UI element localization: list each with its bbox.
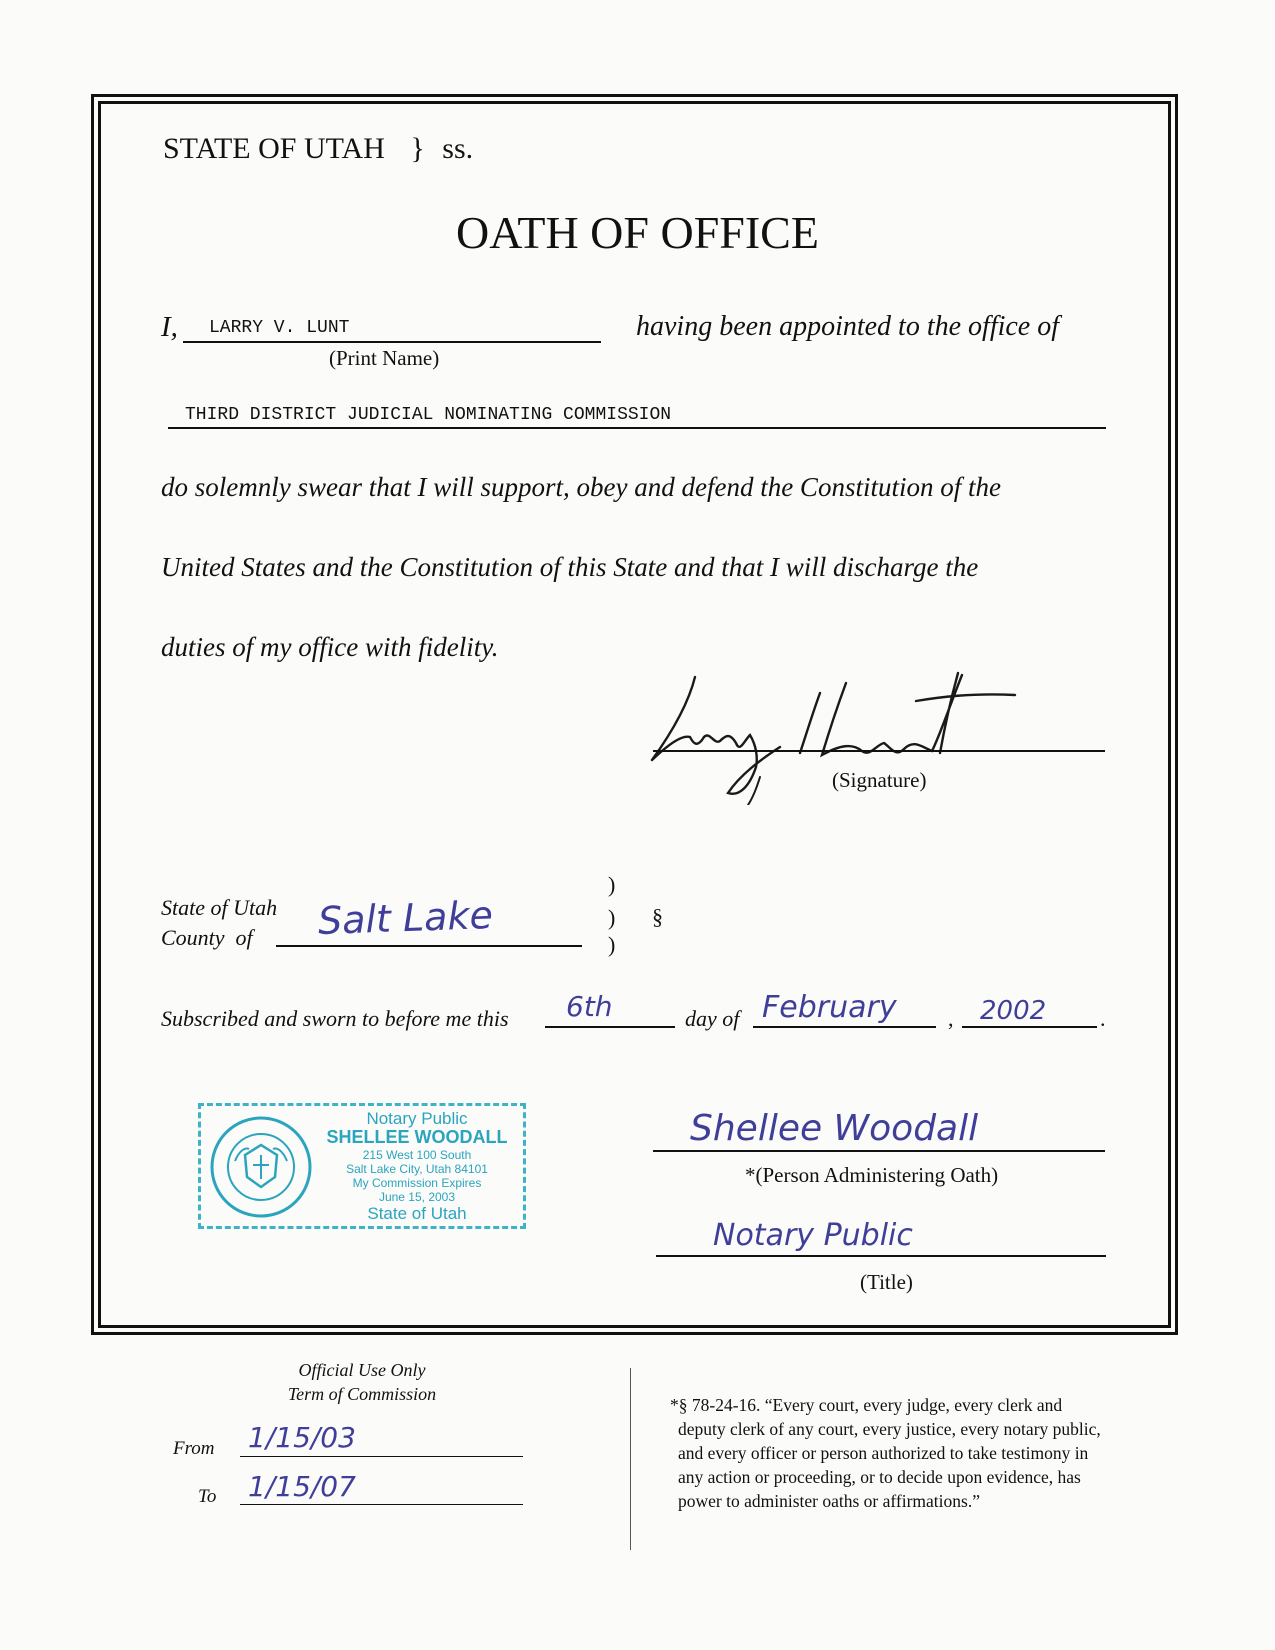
administering-signature-value: Shellee Woodall — [690, 1108, 979, 1149]
oath-line-1: do solemnly swear that I will support, obey and defend the Constitution of the — [161, 472, 1001, 502]
from-label: From — [173, 1438, 215, 1459]
administering-line — [653, 1150, 1105, 1152]
statute-line-3: and every officer or person authorized to take testimony in — [678, 1443, 1089, 1463]
sworn-day-line — [545, 1026, 675, 1028]
oath-line-3: duties of my office with fidelity. — [161, 632, 499, 662]
signature-label: (Signature) — [832, 768, 927, 792]
document-title: OATH OF OFFICE — [456, 207, 819, 258]
sworn-prefix: Subscribed and sworn to before me this — [161, 1006, 509, 1031]
sworn-year-value: 2002 — [980, 996, 1047, 1026]
venue-paren-2: ) — [608, 905, 616, 930]
signature-line — [653, 750, 1105, 752]
venue-county-label: County of — [161, 925, 253, 950]
sworn-comma: , — [948, 1006, 954, 1031]
statute-line-1: *§ 78-24-16. “Every court, every judge, every clerk and — [670, 1395, 1063, 1415]
sworn-day-value: 6th — [566, 990, 613, 1023]
sworn-month-line — [753, 1026, 936, 1028]
stamp-title: Notary Public — [366, 1109, 468, 1128]
title-line — [656, 1255, 1106, 1257]
sworn-year-line — [962, 1026, 1097, 1028]
heading-ss: ss. — [442, 132, 474, 165]
title-label: (Title) — [860, 1270, 913, 1294]
utah-seal-icon — [209, 1115, 313, 1219]
statute-text — [670, 1393, 1101, 1513]
venue-paren-1: ) — [608, 872, 616, 897]
to-value: 1/15/07 — [248, 1470, 356, 1503]
oath-line-2: United States and the Constitution of this State and that I will discharge the — [161, 552, 979, 582]
sworn-period: . — [1100, 1006, 1106, 1031]
sworn-month-value: February — [762, 990, 897, 1025]
stamp-name: SHELLEE WOODALL — [326, 1127, 508, 1147]
statute-line-5: power to administer oaths or affirmations.” — [678, 1491, 980, 1511]
county-value: Salt Lake — [317, 892, 494, 944]
print-name-label: (Print Name) — [329, 346, 440, 370]
footer-divider — [630, 1368, 631, 1550]
venue-section-symbol: § — [652, 904, 663, 929]
print-name-value: LARRY V. LUNT — [209, 318, 350, 338]
stamp-state: State of Utah — [367, 1204, 467, 1223]
stamp-expires: My Commission Expires — [352, 1176, 482, 1190]
official-heading-2: Term of Commission — [287, 1384, 437, 1404]
county-line — [276, 945, 582, 947]
office-value: THIRD DISTRICT JUDICIAL NOMINATING COMMISSION — [185, 405, 672, 425]
statute-line-2: deputy clerk of any court, every justice, every notary public, — [678, 1419, 1101, 1439]
name-line — [183, 341, 601, 343]
to-line — [240, 1504, 523, 1505]
state-heading-text: STATE OF UTAH — [163, 132, 385, 165]
administering-label: *(Person Administering Oath) — [745, 1163, 999, 1187]
from-line — [240, 1456, 523, 1457]
to-label: To — [198, 1486, 217, 1507]
sworn-day-of: day of — [685, 1006, 740, 1031]
appointed-text: having been appointed to the office of — [636, 311, 1060, 342]
statute-line-4: any action or proceeding, or to decide upon evidence, has — [678, 1467, 1081, 1487]
venue-state-label: State of Utah — [161, 895, 278, 920]
venue-paren-3: ) — [608, 932, 616, 957]
from-value: 1/15/03 — [248, 1421, 356, 1454]
heading-brace: } — [410, 132, 425, 165]
stamp-address-1: 215 West 100 South — [362, 1148, 472, 1162]
stamp-address-2: Salt Lake City, Utah 84101 — [346, 1162, 488, 1176]
official-heading-1: Official Use Only — [298, 1360, 426, 1380]
office-line — [168, 427, 1106, 429]
state-heading — [163, 132, 473, 166]
notary-stamp — [198, 1103, 526, 1229]
oath-prefix: I, — [161, 311, 178, 343]
stamp-expires-date: June 15, 2003 — [378, 1190, 456, 1204]
title-value: Notary Public — [713, 1218, 913, 1253]
